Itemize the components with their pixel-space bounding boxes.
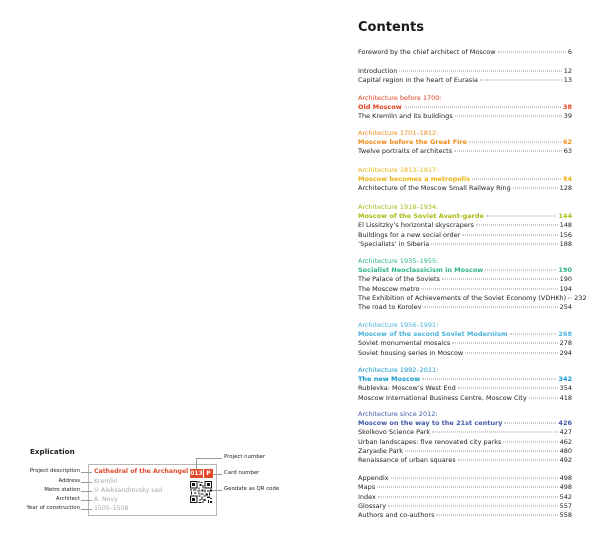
- toc-entry-title: Architecture of the Moscow Small Railway Ring: [358, 184, 511, 193]
- toc-entry: [358, 349, 572, 357]
- dot-leader: [377, 487, 557, 488]
- dot-leader: [442, 279, 558, 280]
- leader-line: [196, 458, 197, 469]
- toc-entry-page: 63: [563, 147, 572, 156]
- toc-entry: [358, 493, 572, 501]
- label-geodata: Geodate as QR code: [224, 486, 280, 492]
- toc-entry-title: Index: [358, 492, 376, 501]
- label-address: Address: [58, 478, 80, 484]
- dot-leader: [424, 307, 558, 308]
- toc-entry-title: Renaissance of urban squares: [358, 456, 456, 465]
- toc-entry-page: 39: [563, 112, 572, 121]
- toc-entry: [358, 456, 572, 464]
- toc-entry-page: 426: [558, 419, 572, 427]
- toc-entry-page: 190: [558, 266, 572, 274]
- toc-entry-title: Twelve portraits of architects: [358, 147, 453, 156]
- dot-leader: [454, 151, 562, 152]
- contents-title: Contents: [358, 20, 424, 35]
- section-heading: [358, 212, 572, 220]
- toc-entry-title: Authors and co-authors: [358, 511, 435, 520]
- leader-line: [213, 474, 222, 475]
- card-years: 1505–1508: [94, 505, 129, 512]
- dot-leader: [455, 116, 562, 117]
- toc-entry-page: 498: [559, 474, 572, 482]
- section-era-heading: Architecture 1992–2011:: [358, 366, 439, 374]
- dot-leader: [436, 515, 557, 516]
- label-metro-station: Metro station: [44, 487, 80, 493]
- toc-entry-page: 62: [562, 138, 572, 146]
- dot-leader: [458, 460, 558, 461]
- dot-leader: [391, 478, 558, 479]
- toc-entry: [358, 147, 572, 155]
- section-era-heading: Architecture 1918–1934:: [358, 203, 439, 211]
- toc-entry: [358, 184, 572, 192]
- toc-entry-title: Rublevka: Moscow’s West End: [358, 384, 456, 393]
- toc-entry-page: 278: [559, 339, 572, 348]
- dot-leader: [421, 288, 557, 289]
- leader-line: [81, 500, 92, 501]
- card-address: Kremlin: [94, 478, 118, 485]
- toc-entry-title: Moscow International Business Centre, Moscow City: [358, 393, 527, 402]
- toc-entry-title: Moscow becomes a metropolis: [358, 175, 471, 183]
- toc-entry-page: 354: [559, 384, 572, 393]
- section-heading: [358, 375, 572, 383]
- toc-entry-title: Urban landscapes: five renovated city parks: [358, 437, 502, 446]
- section-era-heading: Architecture since 2012:: [358, 410, 438, 418]
- toc-entry-title: Soviet housing series in Moscow: [358, 348, 464, 357]
- dot-leader: [378, 496, 558, 497]
- qr-code-icon: [190, 481, 212, 503]
- toc-entry: [358, 502, 572, 510]
- toc-entry-title: Moscow on the way to the 21st century: [358, 419, 503, 427]
- toc-entry-page: 498: [559, 483, 572, 492]
- card-number-badge: 013: [190, 470, 203, 477]
- toc-entry: [358, 112, 572, 120]
- leader-line: [212, 490, 222, 491]
- dot-leader: [529, 397, 558, 398]
- dot-leader: [503, 441, 557, 442]
- toc-entry-page: 342: [558, 375, 572, 383]
- dot-leader: [462, 234, 557, 235]
- toc-entry: [358, 474, 572, 482]
- dot-leader: [452, 343, 557, 344]
- toc-entry: [358, 48, 572, 56]
- toc-entry-page: 558: [559, 511, 572, 520]
- label-project-description: Project description: [29, 468, 80, 474]
- dot-leader: [472, 179, 561, 180]
- toc-entry-page: 84: [562, 175, 572, 183]
- toc-entry-title: The road to Korolev: [358, 303, 422, 312]
- toc-entry: [358, 293, 587, 302]
- dot-leader: [432, 432, 557, 433]
- toc-entry-title: Appendix: [358, 474, 389, 482]
- label-card-number: Card number: [224, 470, 260, 476]
- dot-leader: [568, 297, 572, 298]
- toc-entry-title: Old Moscow: [358, 103, 402, 111]
- card-letter-badge: P: [204, 469, 213, 478]
- toc-entry: [358, 339, 572, 347]
- dot-leader: [399, 71, 561, 72]
- toc-entry-page: 6: [567, 48, 572, 56]
- dot-leader: [422, 379, 556, 380]
- dot-leader: [405, 450, 558, 451]
- toc-entry-page: 268: [558, 330, 572, 338]
- toc-entry-title: Moscow of the Soviet Avant-garde: [358, 212, 484, 220]
- toc-entry-title: Glossary: [358, 501, 387, 510]
- toc-entry-title: El Lissitzky’s horizontal skyscrapers: [358, 221, 474, 230]
- card-project-name: Cathedral of the Archangel: [94, 468, 189, 475]
- leader-line: [81, 491, 92, 492]
- toc-entry: [358, 447, 572, 455]
- toc-entry-page: 480: [559, 446, 572, 455]
- dot-leader: [498, 52, 566, 53]
- toc-entry: [358, 76, 572, 84]
- dot-leader: [404, 107, 561, 108]
- section-era-heading: Architecture 1701–1812:: [358, 129, 439, 137]
- toc-entry-page: 418: [559, 393, 572, 402]
- dot-leader: [513, 188, 558, 189]
- toc-entry: [358, 438, 572, 446]
- toc-entry-page: 144: [558, 212, 572, 220]
- label-year-of-construction: Year of construction: [26, 505, 80, 511]
- label-project-number: Project number: [224, 454, 266, 460]
- section-era-heading: Architecture 1813–1917:: [358, 166, 439, 174]
- toc-entry-page: 427: [559, 428, 572, 437]
- dot-leader: [469, 142, 561, 143]
- leader-line: [81, 482, 92, 483]
- section-era-heading: Architecture 1935–1955:: [358, 257, 439, 265]
- toc-entry-title: The Exhibition of Achievements of the Soviet Economy (VDHKh): [358, 293, 567, 302]
- toc-entry-page: 156: [559, 230, 572, 239]
- section-heading: [358, 266, 572, 274]
- toc-entry-page: 294: [559, 348, 572, 357]
- label-architect: Architect: [55, 496, 80, 502]
- leader-line: [196, 458, 222, 459]
- toc-entry-page: 148: [559, 221, 572, 230]
- toc-entry-page: 492: [559, 456, 572, 465]
- toc-entry: [358, 275, 572, 283]
- dot-leader: [458, 388, 558, 389]
- toc-entry-page: 13: [563, 76, 572, 84]
- section-heading: [358, 138, 572, 146]
- toc-entry-page: 254: [559, 303, 572, 312]
- toc-entry: [358, 511, 572, 519]
- toc-entry-page: 194: [559, 284, 572, 293]
- toc-entry-page: 12: [563, 67, 572, 75]
- toc-entry-title: The Palace of the Soviets: [358, 275, 440, 284]
- section-heading: [358, 419, 572, 427]
- toc-entry-page: 188: [559, 239, 572, 248]
- card-metro-name: Aleksandrovsky sad: [100, 487, 163, 494]
- toc-entry: [358, 428, 572, 436]
- toc-entry-title: Socialist Neoclassicism in Moscow: [358, 266, 484, 274]
- toc-entry-page: 190: [559, 275, 572, 284]
- section-heading: [358, 175, 572, 183]
- toc-entry: [358, 221, 572, 229]
- toc-entry-page: 462: [559, 437, 572, 446]
- explication-title: Explication: [30, 447, 75, 456]
- toc-entry-title: Buildings for a new social order: [358, 230, 461, 239]
- leader-line: [81, 472, 92, 473]
- leader-line: [81, 509, 92, 510]
- toc-entry: [358, 240, 572, 248]
- dot-leader: [465, 352, 557, 353]
- toc-entry-title: Foreword by the chief architect of Moscow: [358, 48, 496, 56]
- dot-leader: [480, 80, 562, 81]
- card-metro: [94, 487, 162, 494]
- dot-leader: [485, 270, 556, 271]
- toc-entry: [358, 231, 572, 239]
- section-heading: [358, 330, 572, 338]
- toc-entry-title: Soviet monumental mosaics: [358, 339, 451, 348]
- toc-entry: [358, 384, 572, 392]
- dot-leader: [504, 423, 556, 424]
- toc-entry: [358, 394, 572, 402]
- toc-entry-title: ‘Specialists’ in Siberia: [358, 239, 430, 248]
- section-heading: [358, 103, 572, 111]
- toc-entry: [358, 285, 572, 293]
- section-era-heading: Architecture 1956–1991:: [358, 321, 439, 329]
- toc-entry-page: 557: [559, 501, 572, 510]
- dot-leader: [510, 334, 557, 335]
- dot-leader: [431, 243, 557, 244]
- toc-entry-title: Capital region in the heart of Eurasia: [358, 76, 478, 84]
- dot-leader: [388, 505, 557, 506]
- toc-entry: [358, 303, 572, 311]
- toc-entry-page: 38: [562, 103, 572, 111]
- toc-entry-title: Introduction: [358, 67, 398, 75]
- dot-leader: [486, 216, 557, 217]
- toc-entry: [358, 483, 572, 491]
- toc-entry-title: Zaryadie Park: [358, 446, 403, 455]
- section-era-heading: Architecture before 1700:: [358, 94, 442, 102]
- toc-entry-page: 128: [559, 184, 572, 193]
- toc-entry-title: Skolkovo Science Park: [358, 428, 431, 437]
- toc-entry-title: The Kremlin and its buildings: [358, 112, 453, 121]
- metro-icon: Ⓜ: [94, 488, 100, 494]
- dot-leader: [476, 225, 558, 226]
- toc-entry-page: 232: [574, 293, 587, 302]
- toc-entry-page: 542: [559, 492, 572, 501]
- toc-entry-title: The new Moscow: [358, 375, 421, 383]
- card-architect: A. Novy: [94, 496, 118, 503]
- toc-entry-title: Moscow before the Great Fire: [358, 138, 468, 146]
- toc-entry-title: The Moscow metro: [358, 284, 420, 293]
- toc-entry-title: Maps: [358, 483, 376, 492]
- toc-entry: [358, 67, 572, 75]
- toc-entry-title: Moscow of the second Soviet Modernism: [358, 330, 508, 338]
